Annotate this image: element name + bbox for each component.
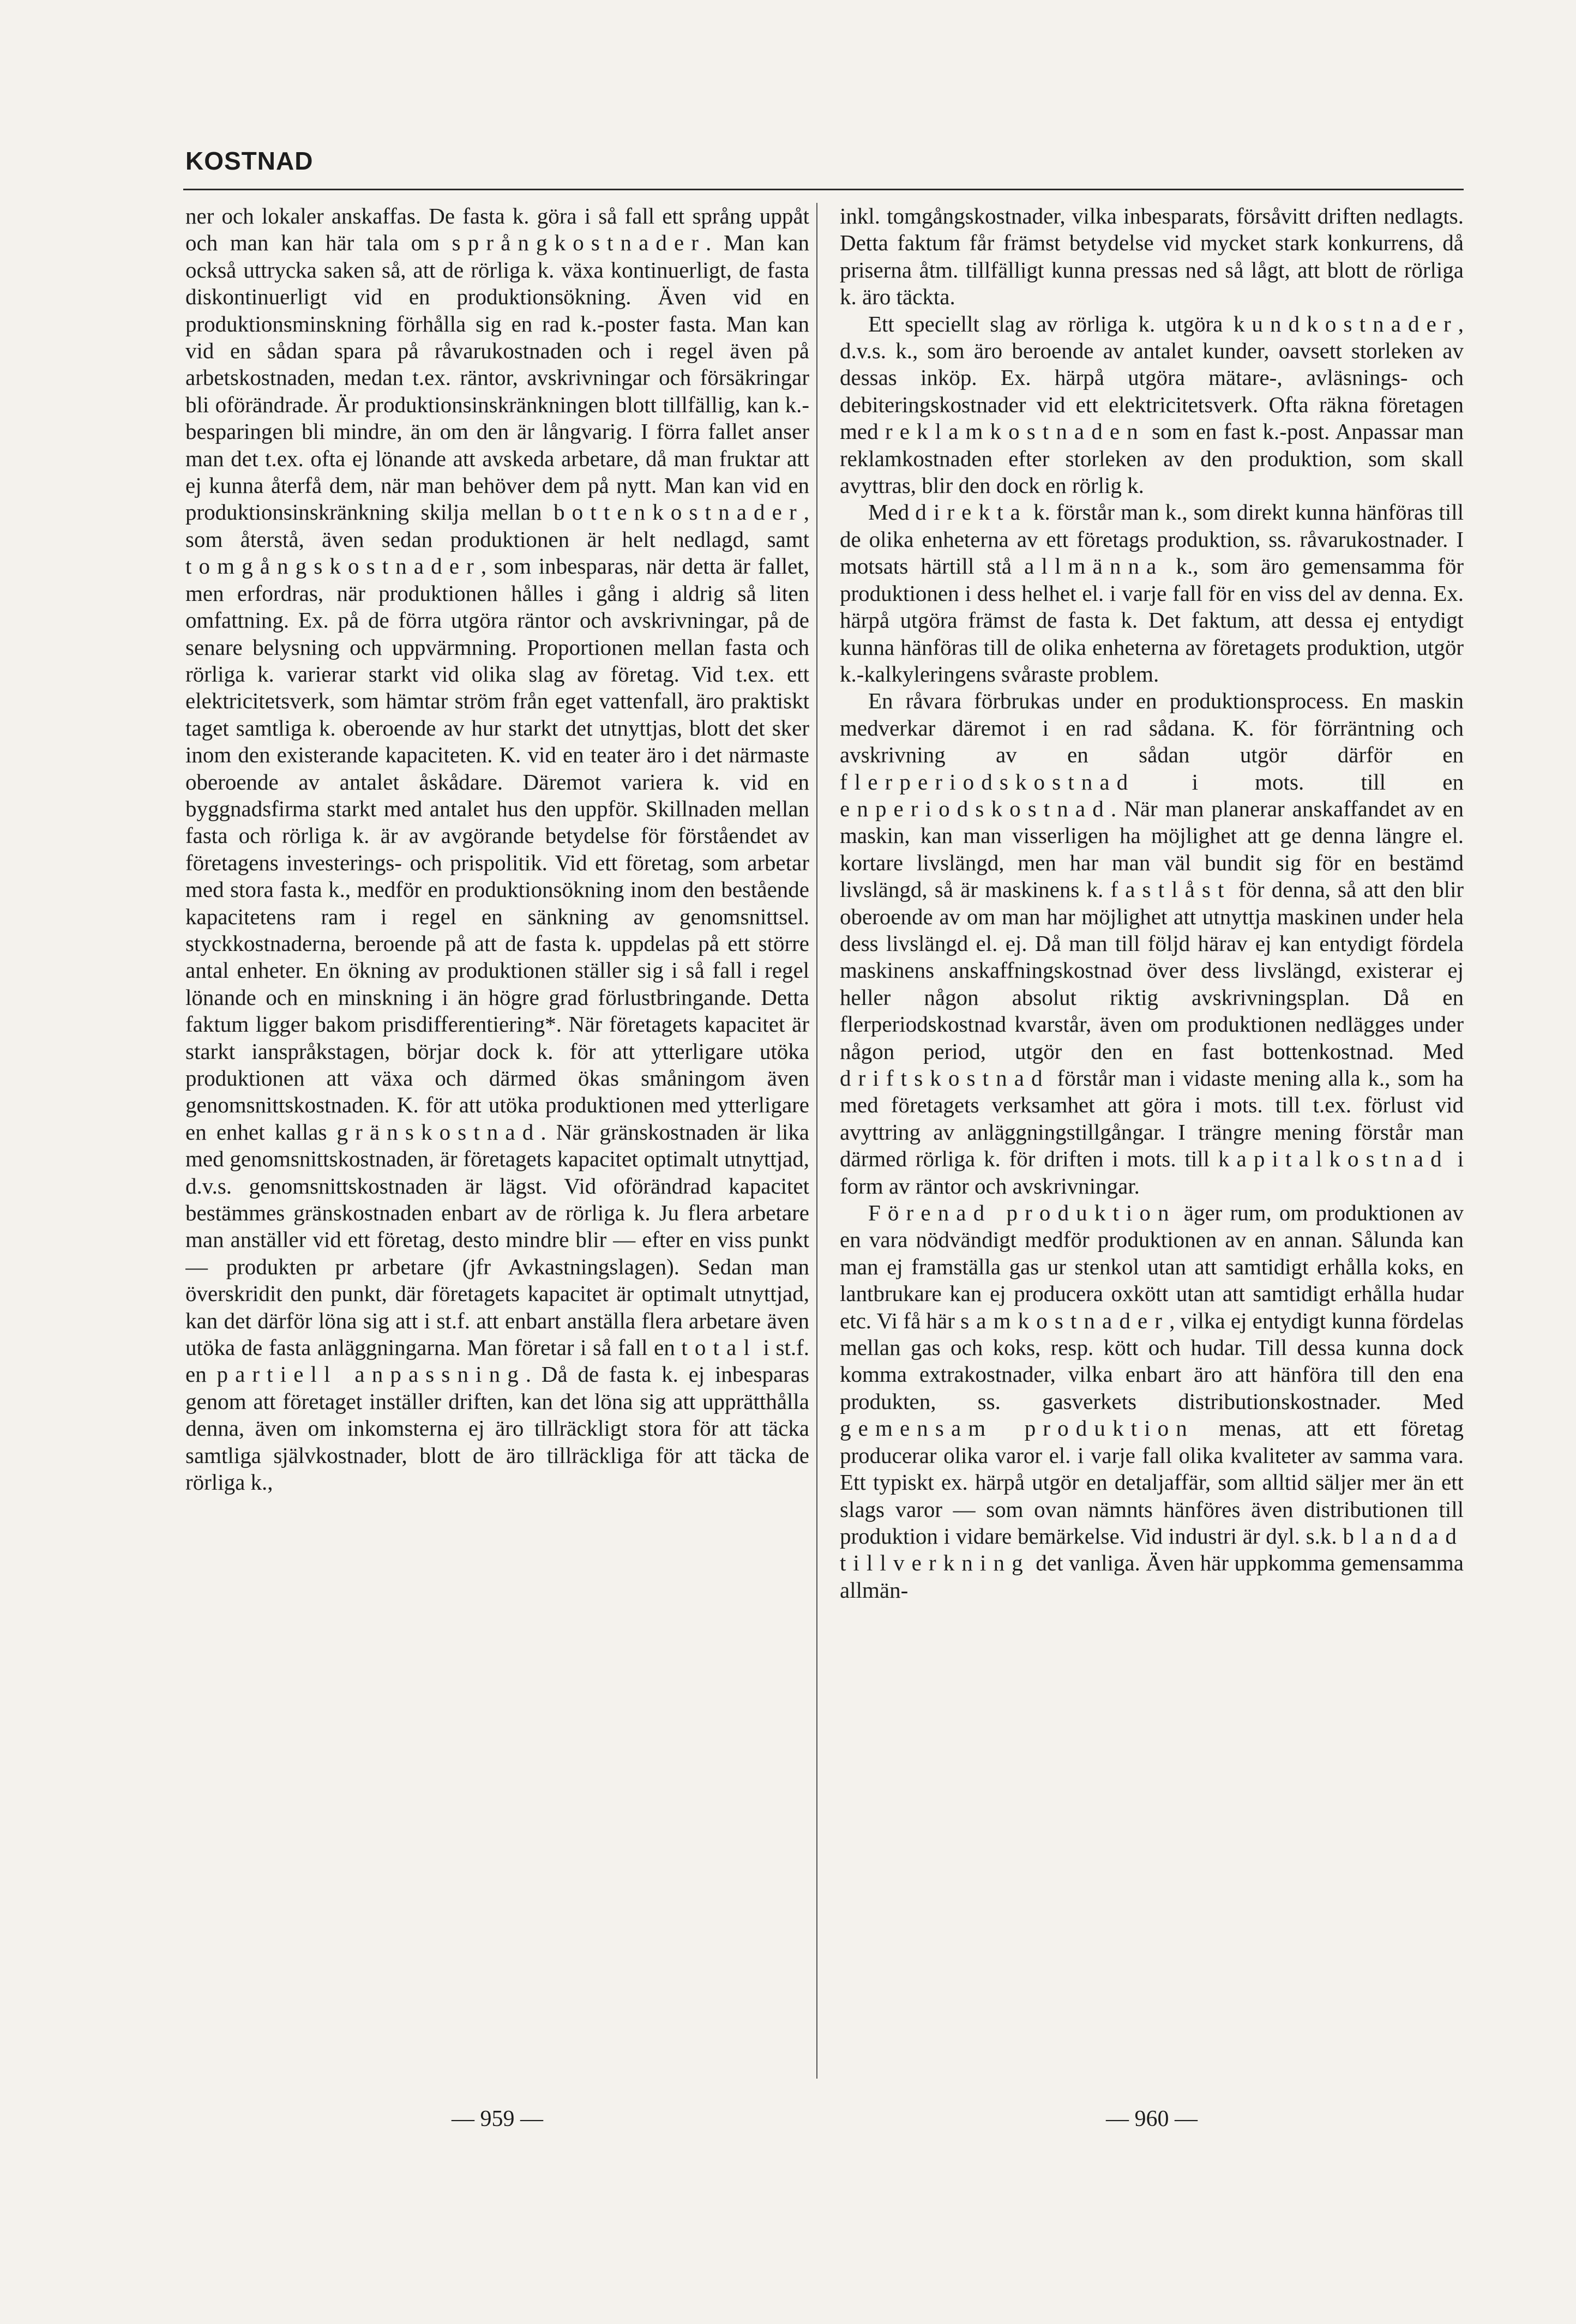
spaced-term: språngkostnader [452, 230, 706, 256]
paragraph [840, 499, 1464, 688]
text-run: Med [868, 499, 916, 525]
text-run: . När man planerar anskaffandet av en maskin, kan man visserligen ha möjlighet att ge denna längre el. kortare livslängd, men har man väl bundit sig för en bestämd livslängd, så är maskinens k. [840, 796, 1464, 902]
text-run: . Då de fasta k. ej inbesparas genom att företaget inställer driften, kan det löna sig att upprätthålla denna, även om inkomsterna ej äro tillräckligt stora för att täcka samtliga självkostnader, blott de äro tillräckliga för att täcka de rörliga k., [185, 1362, 809, 1495]
text-run: , vilka ej entydigt kunna fördelas mellan gas och koks, resp. kött och hudar. Till dessa kunna dock komma extrakostnader, vilka enbart äro att hänföra till den ena produkten, ss. gasverkets distributionskostnader. Med [840, 1308, 1464, 1414]
text-run: En råvara förbrukas under en produktionsprocess. En maskin medverkar däremot i en rad sådana. K. för förräntning och avskrivning av en sådan utgör därför en [840, 688, 1464, 768]
text-run: , som återstå, även sedan produktionen är helt nedlagd, samt [185, 499, 809, 552]
paragraph [840, 311, 1464, 499]
text-run: i st.f. en [185, 1335, 809, 1387]
spaced-term: gemensam produktion [840, 1416, 1194, 1441]
text-run: Ett speciellt slag av rörliga k. utgöra [868, 311, 1234, 336]
spaced-term: partiell anpassning [216, 1362, 526, 1387]
text-run: , d.v.s. k., som äro beroende av antalet kunder, oavsett storleken av dessas inköp. Ex. härpå utgöra mätare-, avläsnings- och debiteringskostnader vid ett elektricitetsverk. Ofta räkna företagen med [840, 311, 1464, 444]
spaced-term: bottenkostnader [554, 499, 804, 525]
spaced-term: kapitalkostnad [1218, 1146, 1449, 1172]
paragraph [840, 1200, 1464, 1604]
text-run: k. förstår man k., som direkt kunna hänföras till de olika enheterna av ett företags produktion, ss. råvarukostnader. I motsats härtill stå [840, 499, 1464, 579]
spaced-term: fastlåst [1110, 877, 1231, 902]
text-run: i form av räntor och avskrivningar. [840, 1146, 1464, 1199]
text-run: k., som äro gemensamma för produktionen i dess helhet el. i varje fall för en viss del av denna. Ex. härpå utgöra främst de fasta k. Det faktum, att dessa ej entydigt kunna hänföras till de olika enheterna av företagets produktion, utgör k.-kalkyleringens svåraste problem. [840, 553, 1464, 687]
left-column [185, 203, 809, 2079]
paragraph [185, 203, 809, 1496]
paragraph [840, 203, 1464, 311]
text-run: inkl. tomgångskostnader, vilka inbesparats, försåvitt driften nedlagts. Detta faktum får främst betydelse vid mycket stark konkurrens, då priserna åtm. tillfälligt kunna pressas ned så lågt, att blott de rörliga k. äro täckta. [840, 203, 1464, 310]
spaced-term: Förenad produktion [868, 1200, 1176, 1226]
spaced-term: samkostnader [960, 1308, 1170, 1333]
text-run: ner och lokaler anskaffas. De fasta k. göra i så fall ett språng uppåt och man kan här tala om [185, 203, 809, 256]
right-column [840, 203, 1464, 2079]
text-run: . När gränskostnaden är lika med genomsnittskostnaden, är företagets kapacitet optimalt utnyttjad, d.v.s. genomsnittskostnaden är lägst. Vid oförändrad kapacitet bestämmes gränskostnaden enbart av de rörliga k. Ju flera arbetare man anställer vid ett företag, desto mindre blir — efter en viss punkt — produkten pr arbetare (jfr Avkastningslagen). Sedan man överskridit den punkt, där företagets kapacitet är optimalt utnyttjad, kan det därför löna sig att i st.f. att enbart anställa flera arbetare även utöka de fasta anläggningarna. Man företar i så fall en [185, 1119, 809, 1360]
spaced-term: driftskostnad [840, 1065, 1050, 1091]
text-run: det vanliga. Även här uppkomma gemensamma allmän- [840, 1550, 1464, 1603]
spaced-term: tomgångskostnader [185, 553, 481, 579]
text-run: . Man kan också uttrycka saken så, att de rörliga k. växa kontinuerligt, de fasta diskontinuerligt vid en produktionsökning. Även vid en produktionsminskning förhålla sig en rad k.-poster fasta. Man kan vid en sådan spara på råvarukostnaden och i regel även på arbetskostnaden, medan t.ex. räntor, avskrivningar och försäkringar bli oförändrade. Är produktionsinskränkningen blott tillfällig, kan k.-besparingen bli mindre, än om den är långvarig. I förra fallet anser man det t.ex. ofta ej lönande att avskeda arbetare, då man fruktar att ej kunna återfå dem, när man behöver dem på nytt. Man kan vid en produktionsinskränkning skilja mellan [185, 230, 809, 525]
spaced-term: direkta [915, 499, 1027, 525]
text-run: förstår man i vidaste mening alla k., som ha med företagets verksamhet att göra i mots. till t.ex. förlust vid avyttring av anläggningstillgångar. I trängre mening förstår man därmed rörliga k. för driften i mots. till [840, 1065, 1464, 1172]
spaced-term: gränskostnad [336, 1119, 541, 1145]
text-run: äger rum, om produktionen av en vara nödvändigt medför produktionen av en annan. Sålunda kan man ej framställa gas ur stenkol utan att samtidigt erhålla koks, en lantbrukare kan ej producera oxkött utan att samtidigt erhålla hudar etc. Vi få här [840, 1200, 1464, 1333]
spaced-term: enperiodskostnad [840, 796, 1111, 821]
spaced-term: blandad tillverkning [840, 1523, 1464, 1576]
page-number-right: — 960 — [1106, 2106, 1198, 2132]
text-run: för denna, så att den blir oberoende av om man har möjlighet att utnyttja maskinen under hela dess livslängd el. ej. Då man till följd härav ej kan entydigt fördela maskinens anskaffningskostnad över dess livslängd, existerar ej heller någon absolut riktig avskrivningsplan. Då en flerperiodskostnad kvarstår, även om produktionen nedlägges under någon period, utgör den en fast bottenkostnad. Med [840, 877, 1464, 1064]
text-run: menas, att ett företag producerar olika varor el. i varje fall olika kvaliteter av samma vara. Ett typiskt ex. härpå utgör en detaljaffär, som alltid säljer mer än ett slags varor — som ovan nämnts hänföres även distributionen till produktion i vidare bemärkelse. Vid industri är dyl. s.k. [840, 1416, 1464, 1549]
text-run: i mots. till en [1135, 769, 1464, 794]
running-header-title: KOSTNAD [185, 147, 314, 175]
spaced-term: reklamkostnaden [885, 419, 1145, 444]
text-run: som en fast k.-post. Anpassar man reklamkostnaden efter storleken av den produktion, som skall avyttras, blir den dock en rörlig k. [840, 419, 1464, 498]
paragraph [840, 688, 1464, 1200]
page-number-left: — 959 — [452, 2106, 543, 2132]
text-run: , som inbesparas, när detta är fallet, men erfordras, när produktionen hålles i gång i aldrig så liten omfattning. Ex. på de förra utgöra räntor och avskrivningar, på de senare belysning och uppvärmning. Proportionen mellan fasta och rörliga k. varierar starkt vid olika slag av företag. Vid t.ex. ett elektricitetsverk, som hämtar ström från eget vattenfall, äro praktiskt taget samtliga k. oberoende av hur starkt det utnyttjas, blott det sker inom den existerande kapaciteten. K. vid en teater äro i det närmaste oberoende av antalet åskådare. Däremot variera k. vid en byggnadsfirma starkt med antalet hus den uppför. Skillnaden mellan fasta och rörliga k. är av avgörande betydelse för förståendet av företagens investerings- och prispolitik. Vid ett företag, som arbetar med stora fasta k., medför en produktionsökning inom den bestående kapacitetens ram i regel en sänkning av genomsnittsel. styckkostnaderna, beroende på att de fasta k. uppdelas på ett större antal enheter. En ökning av produktionen ställer sig i så fall i regel lönande och en minskning i än högre grad förlustbringande. Detta faktum ligger bakom prisdifferentiering*. När företagets kapacitet är starkt ianspråkstagen, börjar dock k. för att ytterligare utöka produktionen att växa och därmed ökas småningom även genomsnittskostnaden. K. för att utöka produktionen med ytterligare en enhet kallas [185, 553, 809, 1145]
spaced-term: flerperiodskostnad [840, 769, 1135, 794]
spaced-term: kundkostnader [1233, 311, 1458, 336]
spaced-term: allmänna [1024, 553, 1164, 579]
spaced-term: total [681, 1335, 757, 1360]
header-rule [183, 189, 1464, 190]
column-divider [816, 203, 817, 2079]
